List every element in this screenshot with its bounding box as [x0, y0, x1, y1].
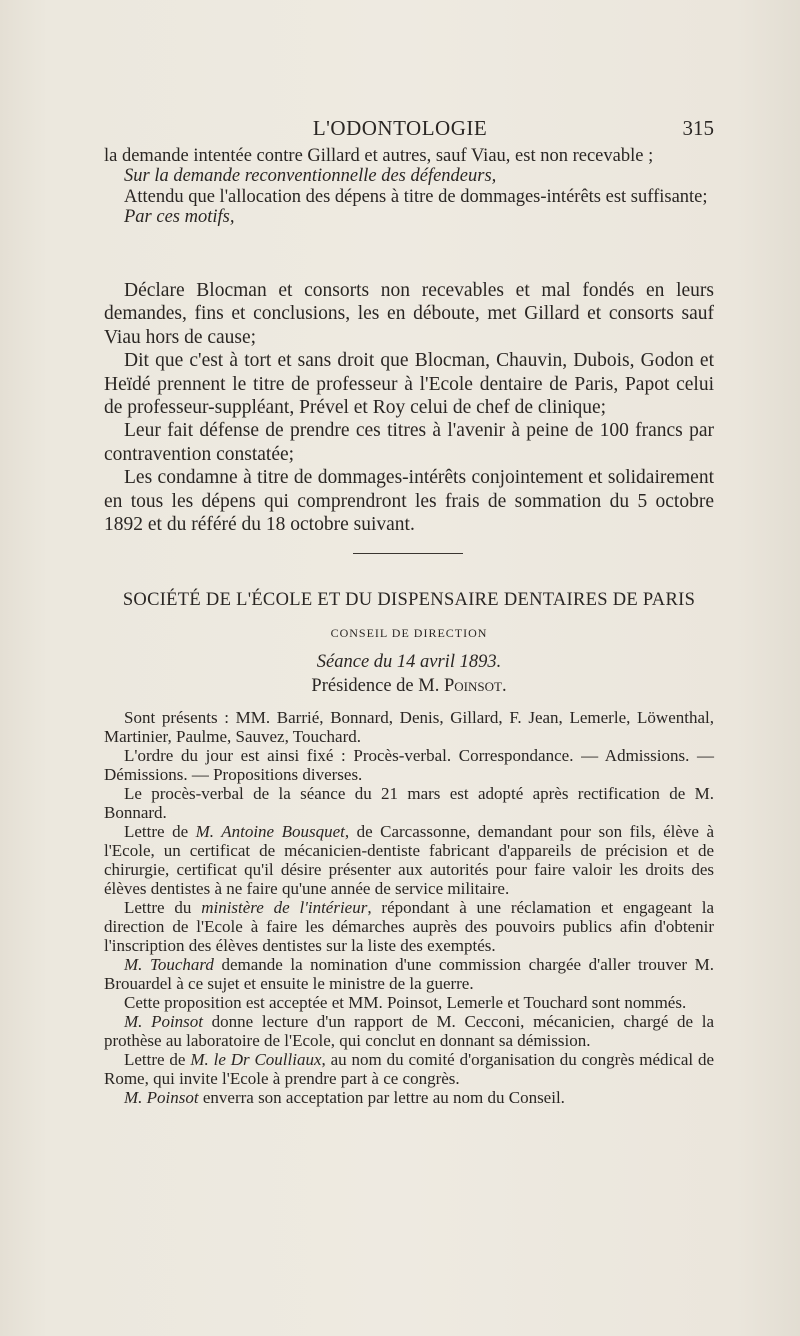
text-run: enverra son acceptation par lettre au nom du Conseil.: [198, 1088, 565, 1107]
minutes-body: [104, 708, 714, 1107]
page-number: 315: [682, 116, 714, 140]
paragraph: la demande intentée contre Gillard et autres, sauf Viau, est non recevable ;: [104, 146, 654, 166]
paragraph: Les condamne à titre de dommages-intérêts conjointement et solidairement en tous les dépens qui comprendront les frais de sommation du 5 octobre 1892 et du référé du 18 octobre suivant.: [104, 467, 714, 536]
person-name: M. Antoine Bousquet: [195, 822, 345, 841]
paragraph: Déclare Blocman et consorts non recevables et mal fondés en leurs demandes, fins et conclusions, les en déboute, met Gillard et consorts sauf Viau hors de cause;: [104, 280, 714, 348]
paragraph: Dit que c'est à tort et sans droit que Blocman, Chauvin, Dubois, Godon et Heïdé prennent le titre de professeur à l'Ecole dentaire de Paris, Papot celui de professeur-suppléant, Prével et Roy celui de chef de clinique;: [104, 350, 714, 419]
paragraph: Cette proposition est acceptée et MM. Poinsot, Lemerle et Touchard sont nommés.: [124, 993, 687, 1012]
paragraph: [104, 822, 714, 898]
person-name: M. Touchard: [124, 955, 214, 974]
paragraph: Leur fait défense de prendre ces titres à l'avenir à peine de 100 francs par contravention constatée;: [104, 420, 714, 465]
text-run: , répondant à une réclamation et engageant la direction de l'Ecole à faire les démarches auprès des pouvoirs publics afin d'obtenir l'inscription des élèves dentistes sur la liste des exemptés.: [104, 898, 714, 955]
judgment-continuation: [104, 146, 714, 228]
paragraph: [104, 955, 714, 993]
text-run: Lettre de: [124, 1050, 191, 1069]
paragraph: [104, 1088, 714, 1107]
presidence-suffix: .: [501, 676, 507, 696]
paragraph: Le procès-verbal de la séance du 21 mars est adopté après rectification de M. Bonnard.: [104, 784, 714, 822]
text-run: , de Carcassonne, demandant pour son fils, élève à l'Ecole, un certificat de mécanicien-dentiste fabricant d'appareils de précision et de chirurgie, certificat qu'il désire présenter aux autorités pour faire valoir les droits des élèves dentistes à ne faire qu'une année de service militaire.: [104, 822, 714, 898]
presidence-line: [104, 676, 714, 697]
text-run: demande la nomination d'une commission chargée d'aller trouver M. Brouardel à ce sujet et ensuite le ministre de la guerre.: [104, 955, 714, 993]
text-run: , au nom du comité d'organisation du congrès médical de Rome, qui invite l'Ecole à prendre part à ce congrès.: [104, 1050, 714, 1088]
person-name: M. le Dr Coulliaux: [190, 1050, 322, 1069]
paragraph: [104, 1012, 714, 1050]
paragraph: Par ces motifs,: [124, 207, 235, 228]
section-divider: [353, 553, 463, 554]
president-name: Poinsot: [443, 676, 502, 696]
section-subhead: CONSEIL DE DIRECTION: [330, 626, 488, 640]
judgment-dispositif: [104, 279, 714, 536]
session-date: Séance du 14 avril 1893.: [316, 652, 502, 672]
page-header: [0, 114, 800, 144]
running-title: L'ODONTOLOGIE: [312, 116, 488, 140]
paragraph: Attendu que l'allocation des dépens à titre de dommages-intérêts est suffisante;: [124, 186, 708, 207]
presidence-prefix: Présidence de M.: [311, 676, 444, 696]
person-name: M. Poinsot: [124, 1012, 204, 1031]
person-name: M. Poinsot: [124, 1088, 199, 1107]
paragraph: [104, 898, 714, 955]
text-run: Lettre de: [124, 822, 196, 841]
text-run: donne lecture d'un rapport de M. Cecconi, mécanicien, chargé de la prothèse au laboratoire de l'Ecole, qui conclut en donnant sa démission.: [104, 1012, 714, 1050]
institution-name: ministère de l'intérieur: [201, 898, 368, 917]
paragraph: Sont présents : MM. Barrié, Bonnard, Denis, Gillard, F. Jean, Lemerle, Löwenthal, Martinier, Paulme, Sauvez, Touchard.: [104, 708, 714, 746]
paragraph: Sur la demande reconventionnelle des défendeurs,: [124, 166, 497, 187]
paragraph: [104, 1050, 714, 1088]
paragraph: L'ordre du jour est ainsi fixé : Procès-verbal. Correspondance. — Admissions. — Démissions. — Propositions diverses.: [104, 746, 714, 784]
text-run: Lettre du: [124, 898, 202, 917]
section-title: SOCIÉTÉ DE L'ÉCOLE ET DU DISPENSAIRE DENTAIRES DE PARIS: [122, 590, 696, 610]
